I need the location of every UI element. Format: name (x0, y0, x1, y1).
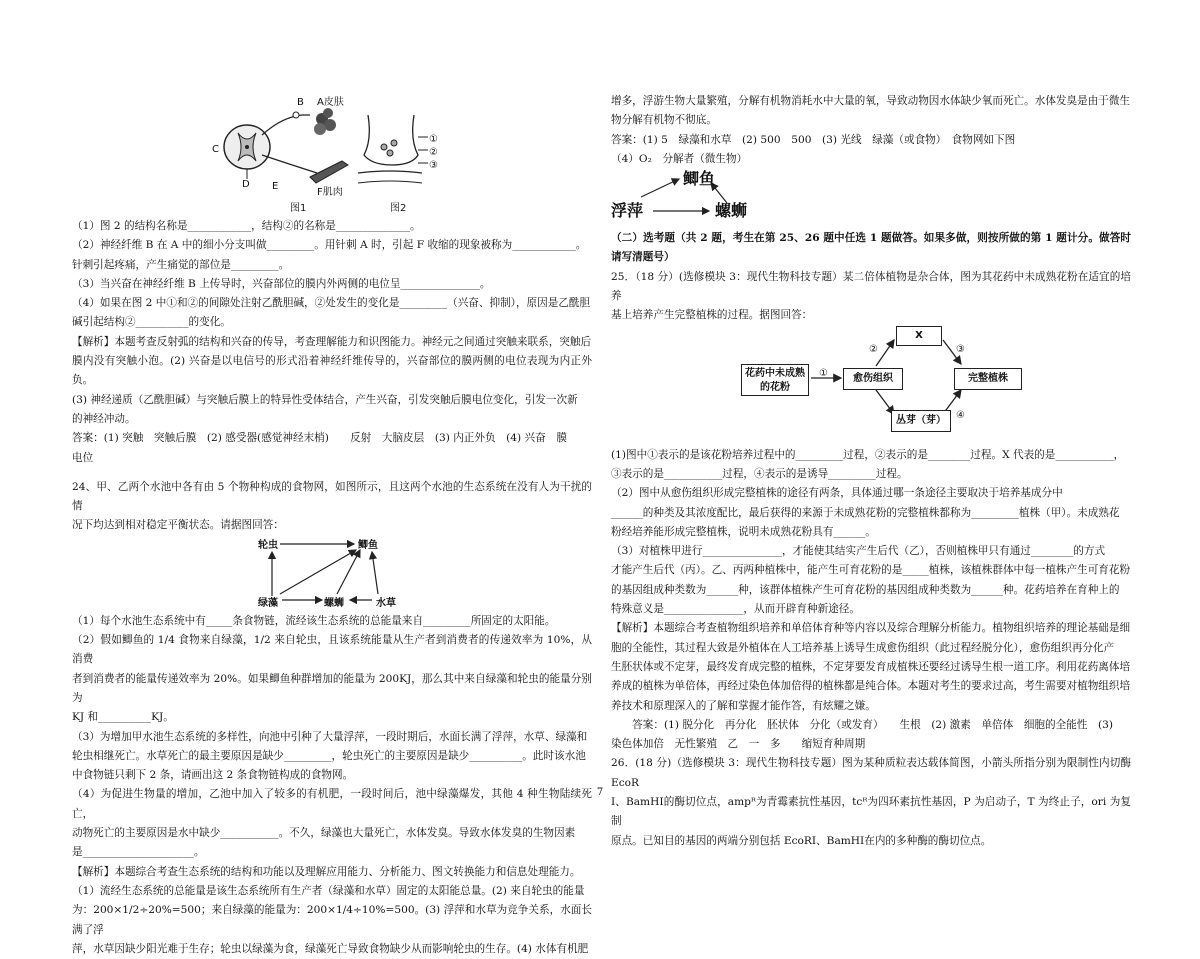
right-column (611, 92, 1131, 851)
q24-line: 是_____________________。 (72, 846, 205, 859)
q24-analysis-line: 萍，水草因缺少阳光难于生存；轮虫以绿藻为食，绿藻死亡导致食物缺少从而影响轮虫的生存。(4) 水体有机肥 (72, 942, 589, 955)
q24-line: （2）假如鲫鱼的 1/4 食物来自绿藻，1/2 来自轮虫，且该系统能量从生产者到消费者的传递效率为 10%，从消费 (72, 634, 592, 666)
q25-line: （3）对植株甲进行_______________，才能使其结实产生后代（乙），否则植株甲只有通过________的方式 (611, 545, 1106, 558)
q25-intro: 基上培养产生完整植株的过程。据图回答： (611, 309, 813, 322)
q24-line: （4）为促进生物量的增加，乙池中加入了较多的有机肥，一段时间后，池中绿藻爆发，其他 4 种生物陆续死亡， (72, 788, 592, 820)
answer-line: 答案：(1) 突触 突触后膜 (2) 感受器(感觉神经末梢) 反射 大脑皮层 (3) 内正外负 (4) 兴奋 膜 (72, 432, 567, 445)
q24-line: KJ 和__________KJ。 (72, 711, 174, 724)
q-line: 针刺引起疼痛，产生痛觉的部位是_________。 (72, 258, 290, 271)
label-f: F肌肉 (317, 187, 343, 198)
q24-analysis-line: 为：200×1/2÷20%=500；来自绿藻的能量为：200×1/4÷10%=500。(3) 浮萍和水草为竞争关系，水面长满了浮 (72, 904, 592, 936)
left-column (72, 0, 592, 959)
food-web-answer-figure (611, 169, 1131, 229)
culture-flow-figure (611, 326, 1131, 446)
web-node-crucian: 鲫鱼 (358, 539, 378, 551)
q25-analysis-line: 胞的全能性，其过程大致是外植体在人工培养基上诱导生成愈伤组织（此过程经脱分化），愈伤组织再分化产 (611, 641, 1115, 654)
q24-intro: 24、甲、乙两个水池中各有由 5 个物种构成的食物网，如图所示，且这两个水池的生态系统在没有人为干扰的情 (72, 480, 592, 513)
node-bud: 丛芽（芽） (891, 410, 951, 432)
q25-answer-line: 染色体加倍 无性繁殖 乙 一 多 缩短育种周期 (611, 738, 866, 751)
q25-line: 特殊意义是_______________，从而开辟育种新途径。 (611, 603, 860, 616)
q24-line: 轮虫相继死亡。水草死亡的最主要原因是缺少_________，轮虫死亡的主要原因是缺少__________。此时该水池 (72, 749, 586, 762)
figure-1-caption: 图1 (290, 203, 307, 214)
analysis-line: 【解析】本题考查反射弧的结构和兴奋的传导，考查理解能力和识图能力。神经元之间通过突触来联系，突触后 (72, 335, 592, 348)
label-n2: ② (429, 147, 438, 158)
q25-line: ③表示的是___________过程，④表示的是诱导_________过程。 (611, 467, 908, 480)
node-x: X (896, 326, 942, 346)
q-line: （3）当兴奋在神经纤维 B 上传导时，兴奋部位的膜内外两侧的电位呈_______________。 (72, 277, 491, 290)
figure-2-caption: 图2 (390, 203, 407, 214)
answer-line: 增多，浮游生物大量繁殖，分解有机物消耗水中大量的氧，导致动物因水体缺少氧而死亡。水体发臭是由于微生 (611, 95, 1131, 107)
q25-analysis-line: 养技术和原理深入的了解和掌握才能作答，有炫耀之嫌。 (611, 699, 876, 712)
food-web-figure (72, 536, 592, 612)
web-node-waterweed: 水草 (376, 597, 396, 609)
q24-line: （1）每个水池生态系统中有_____条食物链，流经该生态系统的总能量来自_________所固定的太阳能。 (72, 614, 556, 627)
neuro-figure (72, 95, 592, 217)
label-b: B (297, 97, 304, 108)
flow-step-1: ① (819, 367, 828, 379)
analysis-line: (3) 神经递质（乙酰胆碱）与突触后膜上的特异性受体结合，产生兴奋，引发突触后膜电位变化，引发一次新 (72, 393, 578, 406)
q26-line: 26．(18 分)（选修模块 3：现代生物科技专题）图为某种质粒表达载体简图，小箭头所指分别为限制性内切酶 EcoR (611, 757, 1131, 789)
web2-duckweed: 浮萍 (611, 201, 644, 221)
q24-analysis-line: （1）流经生态系统的总能量是该生态系统所有生产者（绿藻和水草）固定的太阳能总量。(2) 来自轮虫的能量 (72, 884, 585, 897)
web-node-rotifer: 轮虫 (258, 539, 278, 551)
q24-line: 中食物链只剩下 2 条，请画出这 2 条食物链构成的食物网。 (72, 769, 354, 782)
flow-step-3: ③ (956, 343, 965, 355)
section-heading: （二）选考题（共 2 题，考生在第 25、26 题中任选 1 题做答。如果多做，则按所做的第 1 题计分。做答时请写清题号） (611, 232, 1131, 264)
q26-line: 原点。已知目的基因的两端分别包括 EcoRⅠ、BamHⅠ在内的多种酶的酶切位点。 (611, 834, 992, 847)
q25-line: （2）图中从愈伤组织形成完整植株的途径有两条，具体通过哪一条途径主要取决于培养基成分中 (611, 487, 1063, 500)
node-whole-plant: 完整植株 (954, 368, 1022, 390)
node-callus: 愈伤组织 (843, 368, 903, 390)
answer-line: （4）O₂ 分解者（微生物） (611, 152, 748, 165)
q25-intro: 25．（18 分）(选修模块 3：现代生物科技专题）某二倍体植物是杂合体，图为其花药中未成熟花粉在适宜的培养 (611, 270, 1131, 303)
flow-step-2: ② (869, 343, 878, 355)
page-number: 7 (596, 787, 604, 798)
flow-step-4: ④ (956, 409, 965, 421)
web-node-algae: 绿藻 (258, 597, 278, 609)
synapse-shape (358, 115, 428, 183)
answer-line: 电位 (72, 451, 94, 464)
q24-line: （3）为增加甲水池生态系统的多样性，向池中引种了大量浮萍，一段时期后，水面长满了浮萍，水草、绿藻和 (72, 730, 588, 743)
answer-line: 答案：(1) 5 绿藻和水草 (2) 500 500 (3) 光线 绿藻（或食物） 食物网如下图 (611, 133, 1016, 146)
answer-line: 物分解有机物不彻底。 (611, 114, 717, 127)
q25-line: 的基因组成种类数为______种，该群体植株产生可育花粉的基因组成种类数为______种。花药培养在育种上的 (611, 583, 1120, 596)
q-line: （4）如果在图 2 中①和②的间隙处注射乙酰胆碱，②处发生的变化是_________（兴奋、抑制），原因是乙酰胆 (72, 297, 591, 310)
q24-line: 动物死亡的主要原因是水中缺少___________。不久，绿藻也大量死亡，水体发臭。导致水体发臭的生物因素 (72, 827, 576, 840)
q24-line: 者到消费者的能量传递效率为 20%。如果鲫鱼种群增加的能量为 200KJ，那么其中来自绿藻和轮虫的能量分别为 (72, 672, 592, 704)
q26-line: Ⅰ、BamHⅠ的酶切位点，ampᴿ为青霉素抗性基因，tcᴿ为四环素抗性基因，P 为启动子，T 为终止子，ori 为复制 (611, 796, 1131, 828)
q25-analysis-line: 生胚状体或不定芽，最终发育成完整的植株，不定芽要发育成植株还要经过诱导生根一道工序。利用花药离体培 (611, 660, 1131, 673)
q25-line: (1)图中①表示的是该花粉培养过程中的_________过程，②表示的是________过程。X 代表的是___________， (611, 448, 1125, 461)
web2-crucian: 鲫鱼 (683, 169, 716, 189)
label-n1: ① (429, 134, 438, 145)
q-line: 碱引起结构②__________的变化。 (72, 316, 231, 329)
label-d: D (242, 179, 250, 190)
q25-analysis-line: 【解析】本题综合考查植物组织培养和单倍体育种等内容以及综合理解分析能力。植物组织培养的理论基础是细 (611, 622, 1131, 635)
label-a: A皮肤 (317, 97, 344, 108)
node-pollen: 花药中未成熟的花粉 (741, 364, 809, 396)
label-c: C (212, 144, 219, 155)
q24-analysis-line: 【解析】本题综合考查生态系统的结构和功能以及理解应用能力、分析能力、图文转换能力和信息处理能力。 (72, 865, 581, 878)
q25-answer-line: 答案：(1) 脱分化 再分化 胚状体 分化（或发育） 生根 (2) 激素 单倍体 细胞的全能性 (3) (611, 718, 1113, 731)
spinal-cord-shape (224, 125, 270, 169)
q25-line: 才能产生后代（丙）。乙、丙两种植株中，能产生可育花粉的是_____植株，该植株群体中每一植株产生可育花粉 (611, 564, 1131, 577)
q-line: （1）图 2 的结构名称是____________，结构②的名称是______________。 (72, 220, 421, 232)
web2-snail: 螺蛳 (715, 201, 748, 221)
label-e: E (272, 181, 279, 192)
q-line: （2）神经纤维 B 在 A 中的细小分支叫做_________。用针刺 A 时，引起 F 收缩的现象被称为____________。 (72, 239, 587, 252)
q25-line: 粉经培养能形成完整植株，说明未成熟花粉具有______。 (611, 525, 876, 538)
web-node-snail: 螺蛳 (324, 597, 344, 609)
q24-intro: 况下均达到相对稳定平衡状态。请据图回答： (72, 519, 284, 532)
label-n3: ③ (429, 160, 438, 171)
analysis-line: 的神经冲动。 (72, 412, 136, 425)
q25-analysis-line: 养成的植株为单倍体，再经过染色体加倍得的植株都是纯合体。本题对考生的要求过高，考生需要对植物组织培 (611, 680, 1131, 693)
q25-line: ______的种类及其浓度配比，最后获得的来源于未成熟花粉的完整植株都称为_________植株（甲）。未成熟花 (611, 506, 1120, 519)
analysis-line: 膜内没有突触小泡。(2) 兴奋是以电信号的形式沿着神经纤维传导的，兴奋部位的膜两侧的电位表现为内正外负。 (72, 355, 592, 387)
